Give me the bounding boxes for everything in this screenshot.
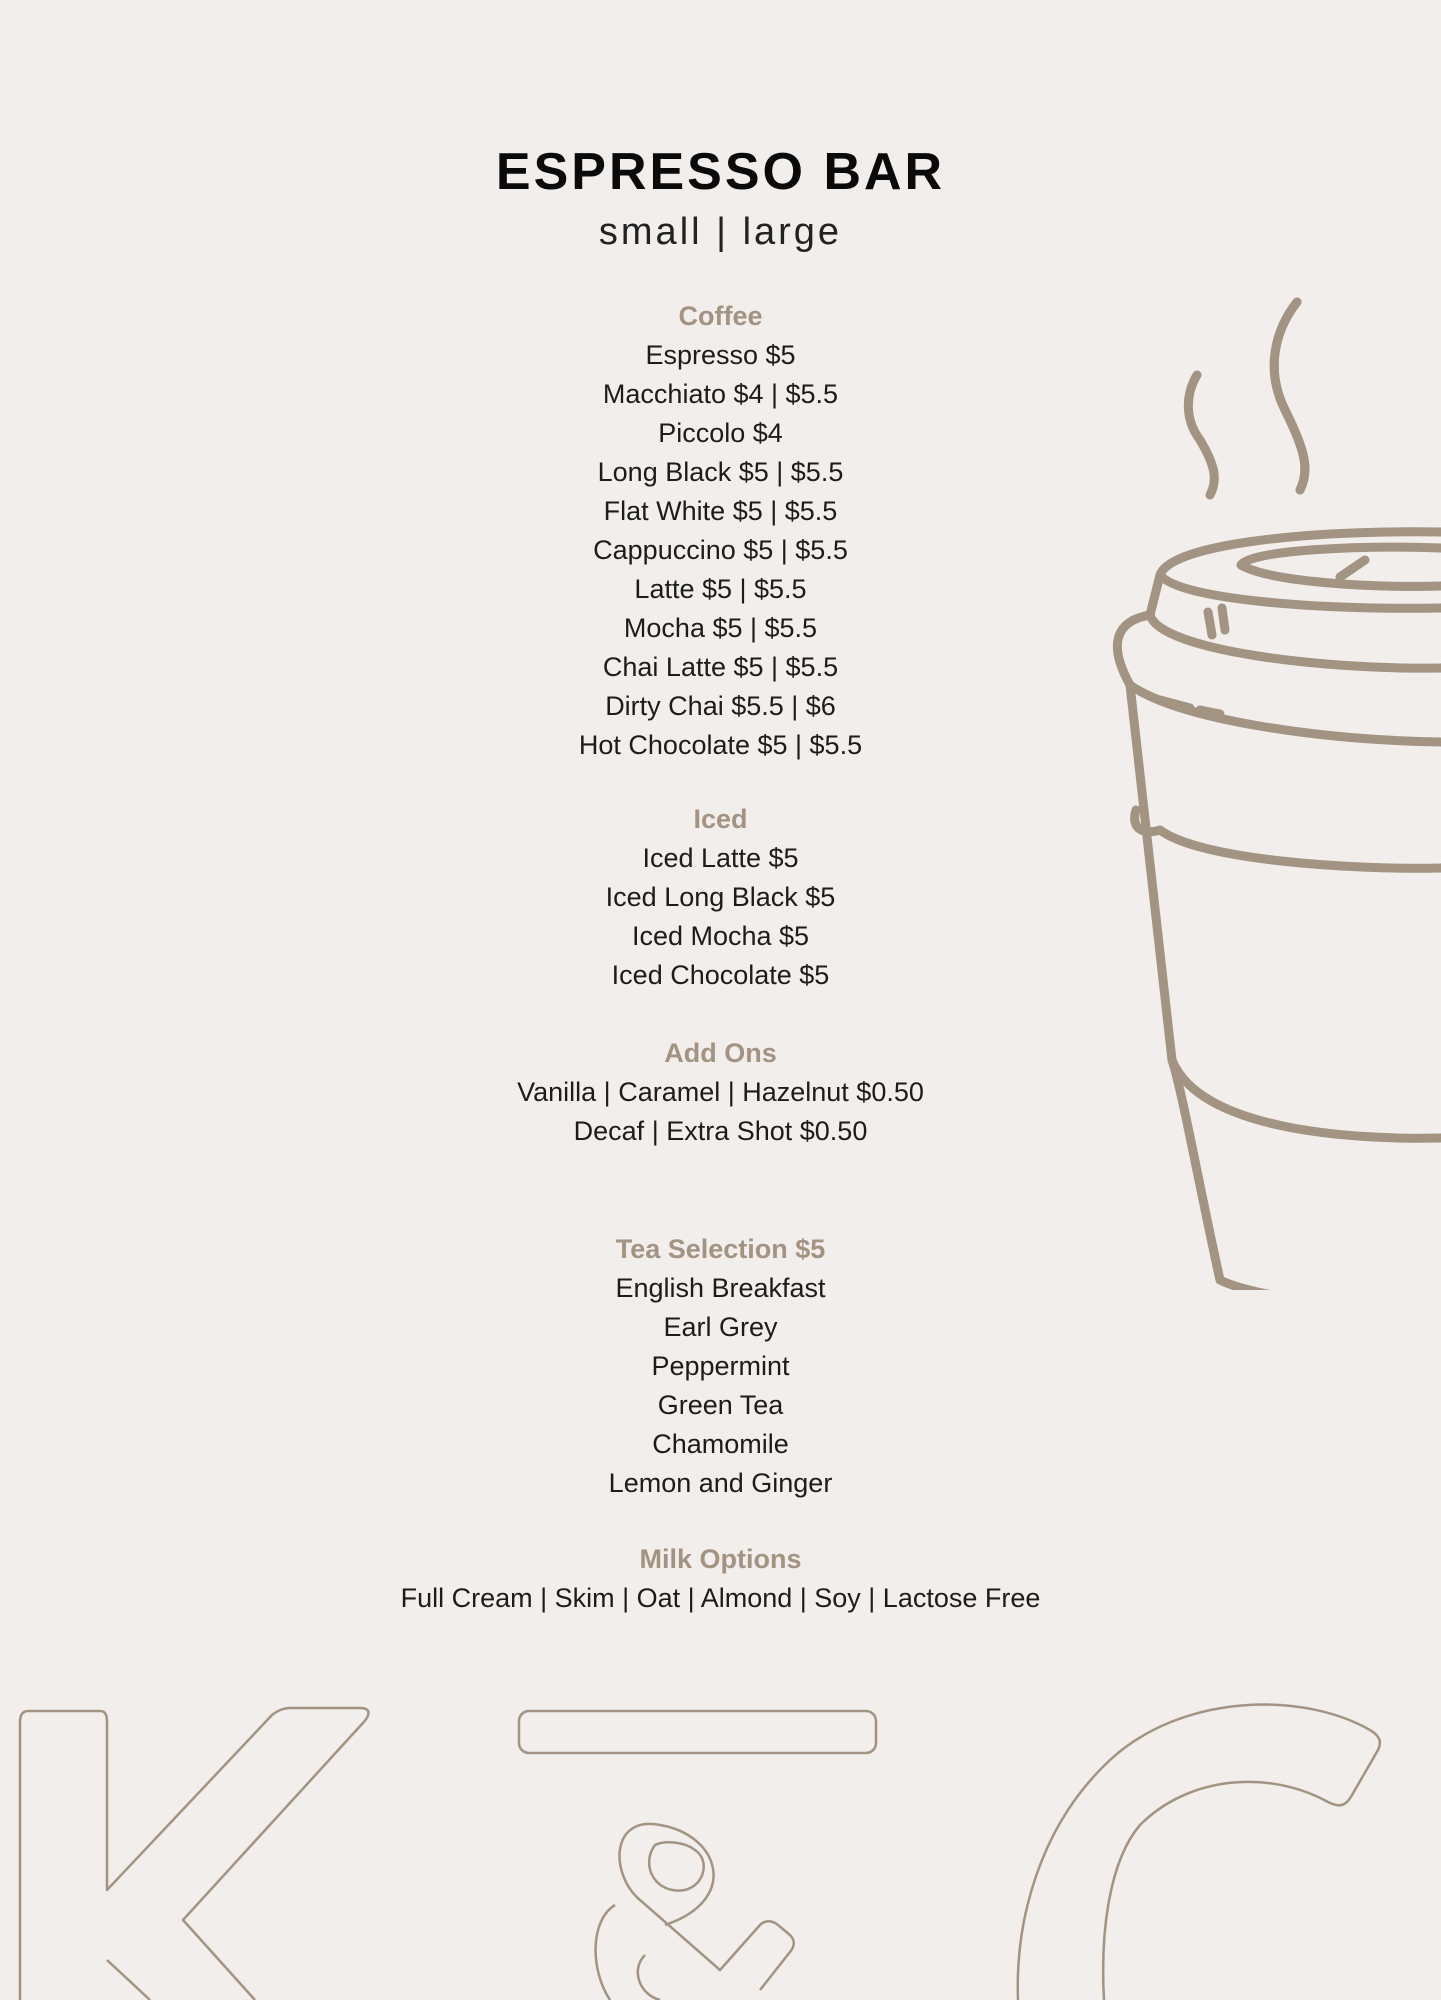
menu-item: Full Cream | Skim | Oat | Almond | Soy | Lactose Free	[400, 1583, 1041, 1613]
menu-item: Earl Grey	[663, 1312, 778, 1342]
menu-item: Iced Latte $5	[642, 843, 799, 873]
section-milk-options	[0, 1540, 1441, 1618]
coffee-cup-icon	[1100, 290, 1441, 1290]
menu-item: Green Tea	[657, 1390, 784, 1420]
menu-item: Hot Chocolate $5 | $5.5	[578, 730, 863, 760]
menu-item: Peppermint	[651, 1351, 790, 1381]
section-heading: Milk Options	[639, 1544, 802, 1574]
menu-item: Dirty Chai $5.5 | $6	[605, 691, 836, 721]
menu-item: Flat White $5 | $5.5	[603, 496, 838, 526]
menu-item: Decaf | Extra Shot $0.50	[573, 1116, 868, 1146]
section-heading: Tea Selection $5	[615, 1234, 826, 1264]
menu-item: Chai Latte $5 | $5.5	[602, 652, 839, 682]
size-legend: small | large	[598, 211, 843, 253]
menu-item: Cappuccino $5 | $5.5	[593, 535, 848, 565]
menu-item: Long Black $5 | $5.5	[597, 457, 844, 487]
section-heading: Iced	[693, 804, 748, 834]
monogram-letters	[0, 1700, 1441, 2000]
menu-title: ESPRESSO BAR	[495, 143, 946, 201]
section-heading: Add Ons	[664, 1038, 777, 1068]
menu-item: Iced Mocha $5	[631, 921, 810, 951]
menu-item: Iced Long Black $5	[605, 882, 836, 912]
menu-item: Macchiato $4 | $5.5	[602, 379, 839, 409]
menu-item: Espresso $5	[645, 340, 796, 370]
section-heading: Coffee	[678, 301, 763, 331]
menu-item: Mocha $5 | $5.5	[623, 613, 818, 643]
menu-item: Iced Chocolate $5	[611, 960, 830, 990]
menu-item: Chamomile	[652, 1429, 789, 1459]
menu-item: Vanilla | Caramel | Hazelnut $0.50	[517, 1077, 924, 1107]
menu-item: Piccolo $4	[658, 418, 783, 448]
menu-item: English Breakfast	[615, 1273, 826, 1303]
menu-item: Latte $5 | $5.5	[634, 574, 807, 604]
menu-item: Lemon and Ginger	[608, 1468, 833, 1498]
